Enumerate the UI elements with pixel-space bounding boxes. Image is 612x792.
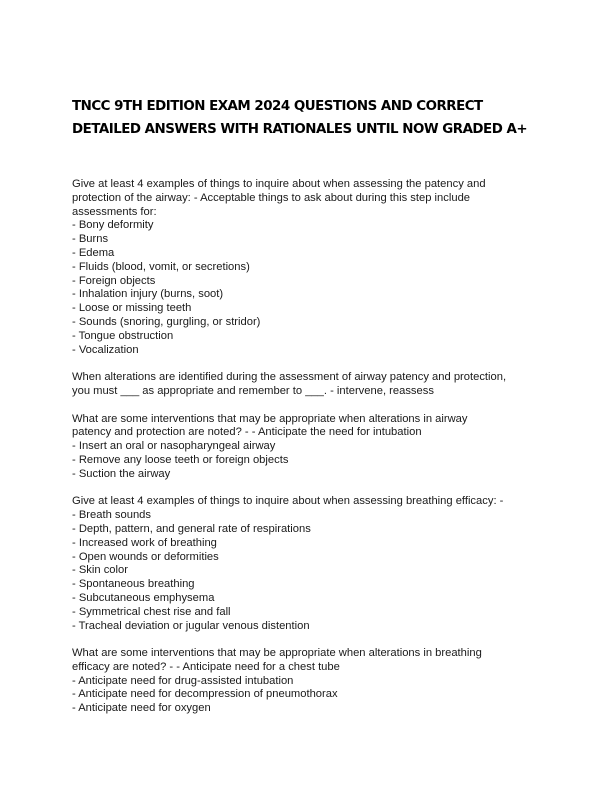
list-item: - Breath sounds xyxy=(72,509,151,522)
qa-block-airway-interventions xyxy=(72,413,548,482)
list-item: - Fluids (blood, vomit, or secretions) xyxy=(72,260,250,273)
document-body xyxy=(72,178,548,730)
list-item: - Remove any loose teeth or foreign objects xyxy=(72,453,289,466)
list-item: - Anticipate need for decompression of pneumothorax xyxy=(72,688,338,701)
text-line: Give at least 4 examples of things to inquire about when assessing the patency and xyxy=(72,178,486,190)
document-title xyxy=(72,95,552,141)
list-item: - Inhalation injury (burns, soot) xyxy=(72,288,224,301)
text-line: When alterations are identified during the assessment of airway patency and protection, xyxy=(72,371,507,384)
text-line: protection of the airway: - Acceptable things to ask about during this step include xyxy=(72,191,471,204)
qa-block-breathing-inquiry xyxy=(72,495,548,633)
text-line: you must ___ as appropriate and remember to ___. - intervene, reassess xyxy=(72,384,434,397)
list-item: - Foreign objects xyxy=(72,274,156,287)
list-item: - Anticipate need for oxygen xyxy=(72,702,211,715)
list-item: - Loose or missing teeth xyxy=(72,302,192,315)
text-line: patency and protection are noted? - - Anticipate the need for intubation xyxy=(72,426,422,439)
list-item: - Tracheal deviation or jugular venous distention xyxy=(72,619,310,632)
list-item: - Edema xyxy=(72,246,115,259)
text-line: efficacy are noted? - - Anticipate need for a chest tube xyxy=(72,660,340,673)
list-item: - Increased work of breathing xyxy=(72,536,217,549)
list-item: - Bony deformity xyxy=(72,219,154,232)
list-item: - Vocalization xyxy=(72,343,139,356)
list-item: - Depth, pattern, and general rate of respirations xyxy=(72,522,311,535)
list-item: - Sounds (snoring, gurgling, or stridor) xyxy=(72,315,261,328)
list-item: - Subcutaneous emphysema xyxy=(72,591,215,604)
qa-block-airway-inquiry xyxy=(72,178,548,357)
text-line: What are some interventions that may be appropriate when alterations in airway xyxy=(72,412,468,425)
title-line: TNCC 9TH EDITION EXAM 2024 QUESTIONS AND CORRECT xyxy=(72,99,483,114)
list-item: - Symmetrical chest rise and fall xyxy=(72,605,231,618)
text-line: What are some interventions that may be appropriate when alterations in breathing xyxy=(72,647,482,660)
list-item: - Anticipate need for drug-assisted intubation xyxy=(72,674,294,687)
list-item: - Spontaneous breathing xyxy=(72,578,195,591)
title-line: DETAILED ANSWERS WITH RATIONALES UNTIL NOW GRADED A+ xyxy=(72,122,528,137)
list-item: - Insert an oral or nasopharyngeal airway xyxy=(72,440,276,453)
text-line: Give at least 4 examples of things to inquire about when assessing breathing efficacy: - xyxy=(72,495,504,508)
list-item: - Open wounds or deformities xyxy=(72,550,219,563)
qa-block-airway-alterations xyxy=(72,371,548,399)
list-item: - Suction the airway xyxy=(72,467,171,480)
list-item: - Tongue obstruction xyxy=(72,329,174,342)
qa-block-breathing-interventions xyxy=(72,647,548,716)
list-item: - Burns xyxy=(72,233,109,246)
list-item: - Skin color xyxy=(72,564,128,577)
text-line: assessments for: xyxy=(72,205,157,218)
